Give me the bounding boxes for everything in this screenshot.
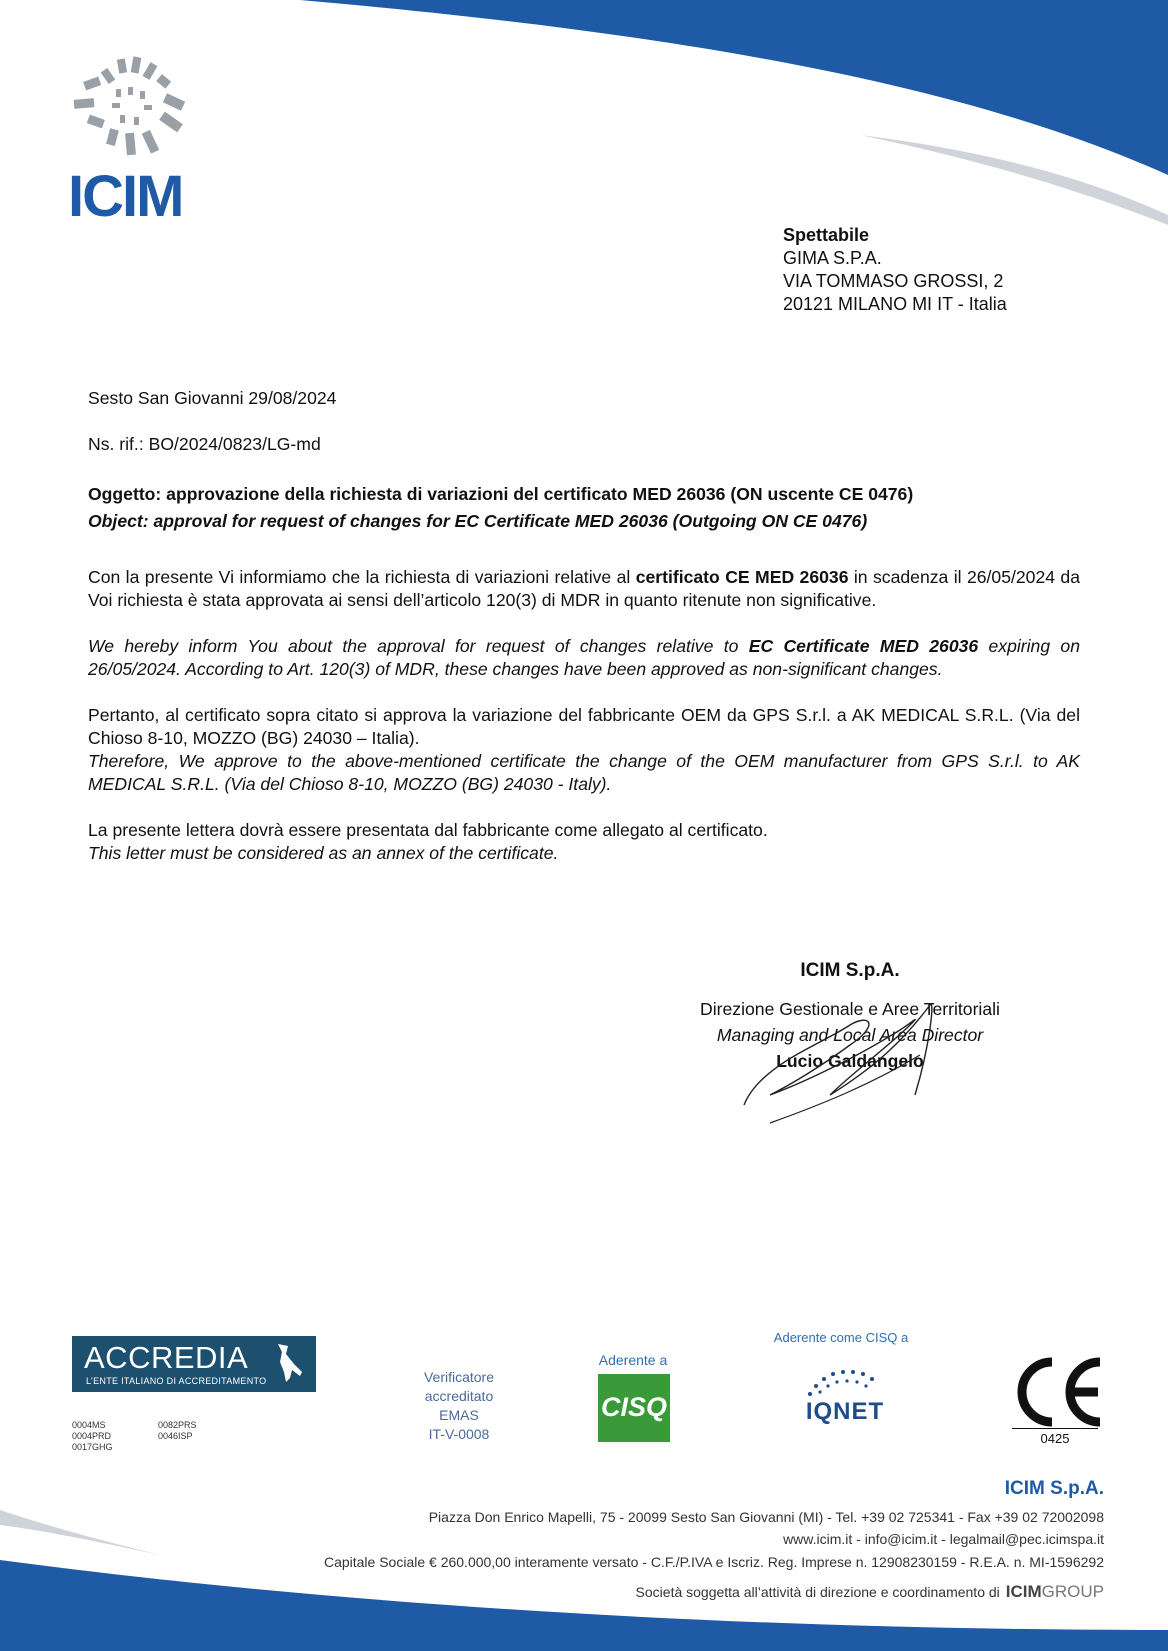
recipient-greeting: Spettabile <box>783 225 870 245</box>
iqnet-label: Aderente come CISQ a <box>773 1330 909 1345</box>
cisq-label: Aderente a <box>598 1352 668 1368</box>
recipient-city: 20121 MILANO MI IT - Italia <box>783 294 1007 314</box>
place-date: Sesto San Giovanni 29/08/2024 <box>88 388 337 408</box>
iqnet-dots-icon <box>790 1360 900 1400</box>
footer-group-line <box>636 1582 1104 1602</box>
paragraph-1-english <box>88 635 1080 681</box>
paragraph-1-italian <box>88 566 1080 612</box>
handwritten-signature <box>730 985 970 1125</box>
acc-code: 0046ISP <box>158 1431 193 1441</box>
signature-role-english: Managing and Local Area Director <box>716 1025 984 1045</box>
cisq-logo <box>598 1374 670 1442</box>
emas-line: Verificatore <box>423 1369 495 1385</box>
acc-code: 0017GHG <box>72 1442 113 1452</box>
ce-mark-icon <box>1008 1348 1104 1438</box>
icim-logo <box>60 55 210 230</box>
p1-en-text-a: We hereby inform You about the approval for request of changes relative to <box>88 636 749 656</box>
group-text: Società soggetta all’attività di direzione e coordinamento di <box>635 1584 1000 1600</box>
footer-company-name: ICIM S.p.A. <box>1004 1478 1104 1499</box>
footer-web-contacts: www.icim.it - info@icim.it - legalmail@pec.icimspa.it <box>783 1531 1104 1547</box>
signature-company: ICIM S.p.A. <box>800 960 900 981</box>
recipient-street: VIA TOMMASO GROSSI, 2 <box>783 271 1004 291</box>
signature-role-italian: Direzione Gestionale e Aree Territoriali <box>700 999 1000 1019</box>
acc-code: 0004MS <box>72 1420 106 1430</box>
group-brand-icim: ICIM <box>1005 1582 1042 1601</box>
emas-line: IT-V-0008 <box>428 1426 490 1442</box>
p1-it-text-b: in scadenza il 26/05/2024 da Voi richiesta è stata approvata ai sensi dell’articolo 120(3) di MDR in quanto ritenute non significative. <box>88 567 1080 610</box>
iqnet-text: IQNET <box>805 1398 885 1425</box>
p1-it-text-a: Con la presente Vi informiamo che la richiesta di variazioni relative al <box>88 567 636 587</box>
ce-notified-body-number: 0425 <box>1012 1428 1098 1446</box>
emas-line: EMAS <box>439 1407 479 1423</box>
subject-italian: Oggetto: approvazione della richiesta di variazioni del certificato MED 26036 (ON uscente CE 0476) <box>88 484 914 504</box>
paragraph-2-italian: Pertanto, al certificato sopra citato si approva la variazione del fabbricante OEM da GPS S.r.l. a AK MEDICAL S.R.L. (Via del Chioso 8-10, MOZZO (BG) 24030 – Italia). <box>88 705 1080 748</box>
accredia-codes <box>72 1420 312 1453</box>
paragraph-2-english: Therefore, We approve to the above-mentioned certificate the change of the OEM manufacturer from GPS S.r.l. to AK MEDICAL S.R.L. (Via del Chioso 8-10, MOZZO (BG) 24030 - Italy). <box>88 751 1080 794</box>
accredia-subtitle: L’ENTE ITALIANO DI ACCREDITAMENTO <box>86 1376 267 1386</box>
italy-map-icon <box>272 1342 306 1386</box>
footer-address: Piazza Don Enrico Mapelli, 75 - 20099 Sesto San Giovanni (MI) - Tel. +39 02 725341 - Fax +39 02 72002098 <box>428 1509 1104 1525</box>
cisq-text: CISQ <box>600 1392 667 1422</box>
logo-wordmark: ICIM <box>68 164 183 229</box>
accredia-title: ACCREDIA <box>84 1340 249 1375</box>
acc-code: 0004PRD <box>72 1431 112 1441</box>
paragraph-3-english: This letter must be considered as an annex of the certificate. <box>88 843 559 863</box>
acc-code: 0082PRS <box>158 1420 197 1430</box>
emas-line: accreditato <box>424 1388 494 1404</box>
emas-verifier <box>400 1368 518 1444</box>
logo-burst-icon <box>60 55 210 165</box>
group-brand-group: GROUP <box>1041 1582 1104 1601</box>
signature-name: Lucio Galdangelo <box>776 1051 924 1071</box>
reference-number: Ns. rif.: BO/2024/0823/LG-md <box>88 434 321 454</box>
p1-it-certificate: certificato CE MED 26036 <box>635 567 849 587</box>
p1-en-text-b: expiring on 26/05/2024. According to Art. 120(3) of MDR, these changes have been approved as non-significant changes. <box>88 636 1080 679</box>
accredia-logo <box>72 1336 316 1392</box>
p1-en-certificate: EC Certificate MED 26036 <box>748 636 979 656</box>
recipient-name: GIMA S.P.A. <box>783 248 882 268</box>
subject-english: Object: approval for request of changes for EC Certificate MED 26036 (Outgoing ON CE 0476) <box>88 511 868 531</box>
recipient-address <box>783 224 1007 316</box>
paragraph-3-italian: La presente lettera dovrà essere presentata dal fabbricante come allegato al certificato. <box>88 820 768 840</box>
footer-capital: Capitale Sociale € 260.000,00 interamente versato - C.F./P.IVA e Iscriz. Reg. Imprese n. 12908230159 - R.E.A. n. MI-1596292 <box>323 1554 1104 1570</box>
